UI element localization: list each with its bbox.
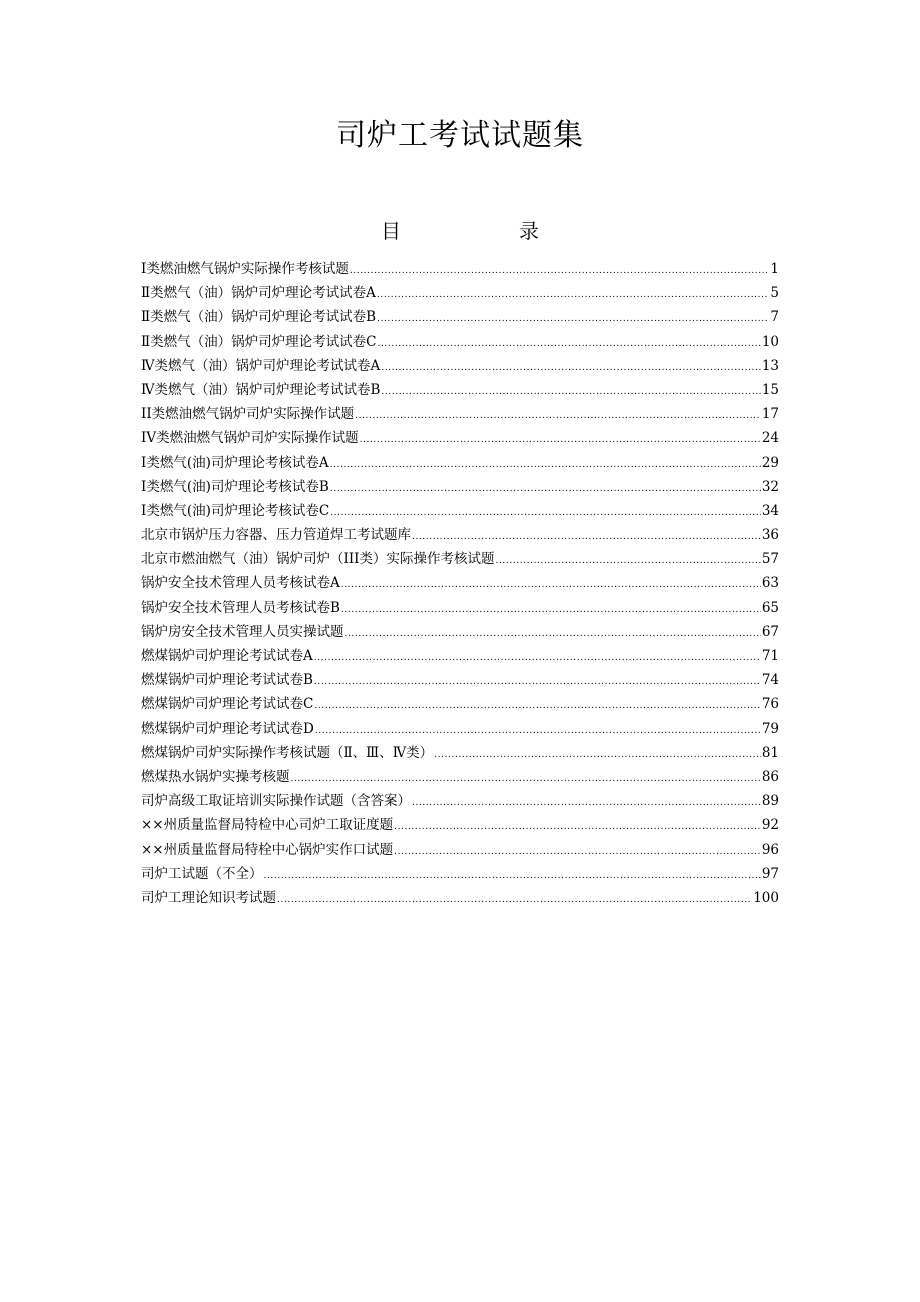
toc-entry[interactable] [141,838,779,862]
dot-leader [277,888,752,912]
toc-entry-title: 燃煤锅炉司炉实际操作考核试题（Ⅱ、Ⅲ、Ⅳ类） [141,744,434,761]
toc-entry[interactable] [141,354,779,378]
toc-entry-title: ××州质量监督局特栓中心锅炉实作口试题 [141,841,394,858]
dot-leader [381,356,761,380]
dot-leader [314,670,761,694]
dot-leader [314,694,760,718]
toc-entry[interactable] [141,789,779,813]
toc-entry[interactable] [141,692,779,716]
dot-leader [341,598,761,622]
toc-entry-page: 92 [761,817,779,834]
toc-entry-page: 100 [753,889,779,906]
toc-entry[interactable] [141,620,779,644]
toc-entry-title: 锅炉安全技术管理人员考核试卷A [141,575,340,592]
toc-entry-title: II类燃油燃气锅炉司炉实际操作试题 [141,406,355,423]
toc-entry-page: 71 [761,648,779,664]
toc-entry[interactable] [141,451,779,475]
toc-entry-title: 司炉工理论知识考试题 [141,889,276,906]
toc-entry[interactable] [141,717,779,741]
dot-leader [434,743,761,767]
dot-leader [394,815,761,839]
toc-entry-title: Ⅰ类燃气(油)司炉理论考核试卷B [141,478,329,495]
toc-entry-page: 74 [761,672,779,689]
toc-heading-right: 录 [519,219,539,243]
toc-entry-title: Ⅰ类燃油燃气锅炉实际操作考核试题 [141,261,349,277]
toc-entry-title: 燃煤锅炉司炉理论考试试卷A [141,648,313,664]
toc-entry[interactable] [141,281,779,305]
toc-entry[interactable] [141,765,779,789]
toc-entry-page: 79 [761,720,779,737]
dot-leader [330,501,761,525]
dot-leader [360,428,761,452]
toc-entry-page: 29 [761,454,779,471]
toc-entry[interactable] [141,330,779,354]
toc-entry-page: 13 [761,357,779,374]
dot-leader [264,864,761,888]
dot-leader [381,380,760,404]
dot-leader [377,283,769,307]
toc-entry-page: 34 [761,502,779,519]
toc-entry[interactable] [141,475,779,499]
toc-entry-page: 96 [761,841,779,858]
toc-entry-title: Ⅰ类燃气(油)司炉理论考核试卷C [141,502,330,519]
toc-entry-page: 5 [770,285,779,302]
toc-entry-title: IV类燃油燃气锅炉司炉实际操作试题 [141,430,359,447]
toc-entry-page: 86 [761,768,779,785]
toc-entry-title: Ⅱ类燃气（油）锅炉司炉理论考试试卷B [141,309,377,326]
toc-entry[interactable] [141,596,779,620]
toc-entry-title: 燃煤热水锅炉实操考核题 [141,768,290,785]
toc-heading [0,216,920,246]
toc-entry-page: 17 [761,406,779,423]
toc-entry[interactable] [141,644,779,668]
toc-entry[interactable] [141,741,779,765]
table-of-contents [141,257,779,910]
toc-entry-page: 76 [761,696,779,713]
dot-leader [377,307,769,331]
dot-leader [315,719,761,743]
toc-entry[interactable] [141,378,779,402]
toc-entry-title: I类燃气(油)司炉理论考核试卷A [141,454,329,471]
document-title: 司炉工考试试题集 [336,118,584,153]
toc-entry-title: 燃煤锅炉司炉理论考试试卷D [141,720,314,737]
toc-entry[interactable] [141,523,779,547]
toc-heading-left: 目 [381,219,401,243]
toc-entry-title: 锅炉安全技术管理人员考核试卷B [141,599,340,616]
toc-entry-page: 1 [770,261,779,277]
toc-entry-title: ××州质量监督局特检中心司炉工取证度题 [141,817,394,834]
toc-entry[interactable] [141,426,779,450]
toc-entry-page: 15 [761,381,779,398]
toc-entry[interactable] [141,402,779,426]
dot-leader [355,404,761,428]
dot-leader [341,573,761,597]
dot-leader [378,332,761,356]
toc-entry-page: 89 [761,793,779,810]
toc-entry-page: 65 [761,599,779,616]
toc-entry-title: 燃煤锅炉司炉理论考试试卷B [141,672,313,689]
toc-entry[interactable] [141,499,779,523]
dot-leader [314,646,761,670]
dot-leader [345,622,761,646]
toc-entry-title: 司炉工试题（不全） [141,865,263,882]
toc-entry[interactable] [141,305,779,329]
toc-entry-title: Ⅱ类燃气（油）锅炉司炉理论考试试卷A [141,285,376,302]
dot-leader [394,840,761,864]
toc-entry-page: 57 [761,551,779,568]
toc-entry[interactable] [141,257,779,281]
toc-entry-page: 10 [761,333,779,350]
toc-entry-page: 7 [770,309,779,326]
toc-entry-title: Ⅳ类燃气（油）锅炉司炉理论考试试卷B [141,381,381,398]
toc-entry[interactable] [141,547,779,571]
dot-leader [330,453,761,477]
toc-entry-title: Ⅳ类燃气（油）锅炉司炉理论考试试卷A [141,357,381,374]
toc-entry-title: 锅炉房安全技术管理人员实操试题 [141,623,344,640]
dot-leader [291,767,761,791]
dot-leader [412,791,761,815]
toc-entry-page: 24 [761,430,779,447]
toc-entry[interactable] [141,571,779,595]
toc-entry-title: 北京市锅炉压力容器、压力管道焊工考试题库 [141,527,411,544]
toc-entry-title: 司炉高级工取证培训实际操作试题（含答案） [141,793,411,810]
toc-entry-title: 燃煤锅炉司炉理论考试试卷C [141,696,314,713]
dot-leader [350,259,770,283]
toc-entry-page: 36 [761,527,779,544]
toc-entry[interactable] [141,862,779,886]
toc-entry-page: 67 [761,623,779,640]
toc-entry[interactable] [141,813,779,837]
dot-leader [496,549,761,573]
toc-entry-page: 97 [761,865,779,882]
toc-entry-page: 63 [761,575,779,592]
toc-entry-title: 北京市燃油燃气（油）锅炉司炉（III类）实际操作考核试题 [141,551,495,568]
dot-leader [330,477,761,501]
toc-entry[interactable] [141,886,779,910]
toc-entry-page: 81 [761,744,779,761]
dot-leader [412,525,761,549]
toc-entry[interactable] [141,668,779,692]
toc-entry-page: 32 [761,478,779,495]
toc-entry-title: Ⅱ类燃气（油）锅炉司炉理论考试试卷C [141,333,377,350]
